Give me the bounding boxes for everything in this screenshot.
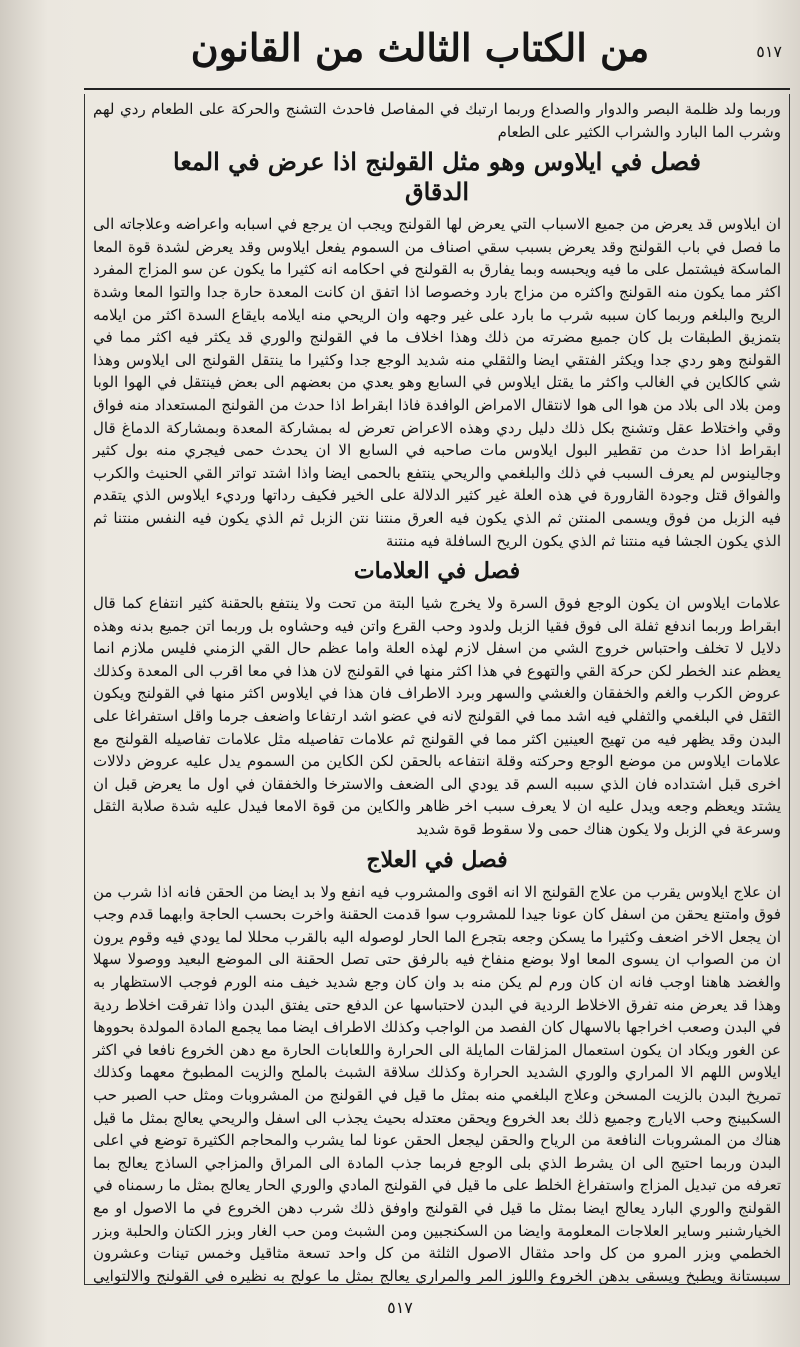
section-signs-text: علامات ايلاوس ان يكون الوجع فوق السرة ولا يخرج شيا البتة من تحت ولا ينتفع بالحقنة كثير انتفاع كما قال ابقراط وربما اندفع ثفلة الى فوق فقيا الزبل ولدود وحب القرع واتن فيه وحشاوه بل وربما اتن جميع بدنه وهذه دلايل لا تخلف واحتباس خروج الشي من اسفل لازم لهذه العلة واما عظم حال القي الزمني فليس ملازم انما يعظم عند الخطر لكن حركة القي والتهوع في هذا اكثر منها في القولنج لان هذا في معا اقرب الى المعدة وكذلك عروض الكرب والغم والخفقان والغشي والسهر وبرد الاطراف فان هذا في ايلاوس اكثر منها في القولنج ويكون الثقل في البلغمي والثفلي فيه اشد مما في القولنج لانه في عضو اشد ارتفاعا واضعف جرما واقل استفراغا على البدن وقد يظهر فيه من تهيج العينين اكثر مما في القولنج ثم علامات تفاصيله مثل علامات تفاصيله القولنج مع علامات ايلاوس من موضع الوجع وحركته وقلة انتفاعه بالحقن لكن الكاين من السموم يدل عليه عروض دلالات اخرى قبل اشتداده فان الذي سببه السم قد يودي الى الضعف والاسترخا والخفقان في اول ما يعرض قبل ان يشتد ويعظم وجعه ويدل عليه ان لا يعرف سبب اخر ظاهر والكاين من قوة الامعا فيدل عليه شدة صلابة الثقل وسرعة في الزبل ولا يكون هناك حمى ولا سقوط قوة شديد bbox=[93, 594, 781, 839]
running-head-number: ٥١٧ bbox=[756, 42, 782, 61]
page-number: ٥١٧ bbox=[387, 1298, 413, 1317]
intro-paragraph: وربما ولد ظلمة البصر والدوار والصداع وربما ارتبك في المفاصل فاحدث التشنج والحركة على الطعام ردي لهم وشرب الما البارد والشراب الكثير على الطعام bbox=[93, 100, 781, 141]
section-treatment-text: ان علاج ايلاوس يقرب من علاج القولنج الا انه اقوى والمشروب فيه انفع ولا بد ايضا من الحقن فانه اذا شرب من فوق وامتنع يحقن من اسفل كان عونا جيدا للمشروب سوا قدمت الحقنة واخرت بحسب الحاجة وابهما قدم وجب ان يجعل الاخر اضعف وكثيرا ما يسكن وجعه بتجرع الما الحار لوصوله اليه بالقرب محللا لما يودي فيه وقوم يرون ان من الصواب ان يسوى المعا اولا بوضع منفاخ فيه بالرفق حتى تصل الحقنة الى الموضع البعيد ووصولا سهلا والغضد هاهنا اوجب فانه ان كان ورم لم يكن منه بد وان كان وجع شديد خيف منه الورم فوجب الاستظهار به وهذا قد يعرض منه تفرق الاخلاط الردية في البدن لاحتباسها عن الدفع حتى يفتق البدن واذا تفرقت اخلاط ردية في البدن وصعب اخراجها بالاسهال كان الفصد من الواجب وكذلك الاطراف ايضا مما يجمع المادة المولدة بحووها عن الغور ويكاد ان يكون استعمال المزلقات المايلة الى الحرارة واللعابات الحارة مع دهن الخروع نافعا في اكثر ايلاوس اللهم الا المراري والوري الشديد الحرارة وكذلك سلاقة الشبث بالملح والزيت المطبوخ معهما وكذلك تمريخ البدن بالزيت المسخن وعلاج البلغمي منه بمثل ما قيل في القولنج من المشروبات ومثل حب الصبر حب السكبينج وحب الايارج وجميع ذلك بعد الخروع ويحقن معتدله بحيث يجذب الى اسفل والريحي يعالج بمثل ما قيل هناك من المشروبات النافعة من الرياح والحقن ليجعل الحقن عونا لما يشرب والمحاجم الكثيرة توضع في اعلى البدن وربما احتيج الى ان يشرط الذي بلى الوجع فربما جذب المادة الى المراق والمزاجي الساذج يعالج بما تعرفه من تبديل المزاج واستفراغ الخلط على ما قيل في القولنج المادي والوري الحار يعالج بمثل ما رسمناه في القولنج والوري البارد يعالج ايضا بمثل ما قيل في القولنج واوفق ذلك شرب دهن الخروع في ما الاصول او مع الخيارشنبر وساير العلاجات المعلومة وايضا من السكنجبين ومن الشبث ومن حب الغار وبزر الكتان والحلبة وبزر الخطمي وبزر المرو من كل واحد مثقال الاصول الثلثة من كل واحد تسعة مثاقيل وخمس تينات وعشرون سبستانة ويطبخ ويسقى بدهن الخروع واللوز المر والمراري يعالج بمثل ما عولج به نظيره في القولنج والالتوايي bbox=[93, 882, 781, 1285]
text-frame bbox=[84, 94, 790, 1285]
section-heading-ileus bbox=[93, 147, 781, 207]
running-head-title: من الكتاب الثالث من القانون bbox=[190, 25, 650, 70]
section-heading-treatment: فصل في العلاج bbox=[366, 846, 508, 873]
section-ileus-text: ان ايلاوس قد يعرض من جميع الاسباب التي يعرض لها القولنج ويجب ان يرجع في اسبابه واعراضه وعلاجاته الى ما فصل في باب القولنج وقد يعرض بسبب سقي اصناف من السموم يفعل ايلاوس وقد يعرض لشدة قوة المعا الماسكة فيشتمل على ما فيه ويحبسه وبما يفارق به القولنج في احكامه انه كثيرا ما يكون عن سو المزاج المفرد اكثر مما يكون منه القولنج واكثره من مزاج بارد وخصوصا اذا اتفق ان كانت المعدة حارة جدا والتوا المعا وشدة الريح والبلغم وربما كان سببه شرب ما بارد على غير وجهه وان الريحي منه ايلامه بايقاع السدة اكثر من ايلامه بتمزيق الطبقات بل كان جميع مضرته من ذلك وهذا اخلاف ما في القولنج والوري قد يكثر فيه اكثر مما في القولنج وهو ردي جدا ويكثر الفتقي ايضا والثقلي منه شديد الوجع جدا وكثيرا ما ينتقل القولنج الى ايلاوس وهذا شي كالكاين في الغالب واكثر ما يقتل ايلاوس في السابع وهو يعدي من بعضهم الى بعض فينتقل في الهوا الوبا ومن بلاد الى بلاد من هوا الى هوا لانتقال الامراض الوافدة فاذا ابقراط اذا حدث من القولنج المستعداد منه فواق وقي واختلاط عقل وتشنج بكل ذلك دليل ردي وهذه الاعراض تعرض له بمشاركة المعدة وبمشاركة الدماغ قال ابقراط اذا حدث من تقطير البول ايلاوس مات صاحبه في السابع الا ان يحدث حمى فيجري منه بول كثير وجالينوس لم يعرف السبب في ذلك والبلغمي والريحي ينتفع بالحمى ايضا واذا اشتد تواتر القي الحنيث والكرب والفواق قتل وجودة القارورة في هذه العلة غير كثير الدلالة على الخير فكيف رداتها ورديء ايلاوس الذي يتقدم فيه الزبل من فوق ويسمى المنتن ثم الذي يكون فيه العرق منتنا نتن الزبل ثم الذي يكون فيه النفس منتنا ثم الذي يكون الجشا فيه منتنا ثم الذي يكون الريح السافلة فيه منتنة bbox=[93, 215, 781, 550]
section-heading-ileus-line2: الدقاق bbox=[405, 177, 469, 207]
header-rule bbox=[84, 88, 790, 90]
section-heading-signs: فصل في العلامات bbox=[353, 558, 521, 585]
section-heading-ileus-line1: فصل في ايلاوس وهو مثل القولنج اذا عرض في المعا bbox=[173, 147, 701, 177]
